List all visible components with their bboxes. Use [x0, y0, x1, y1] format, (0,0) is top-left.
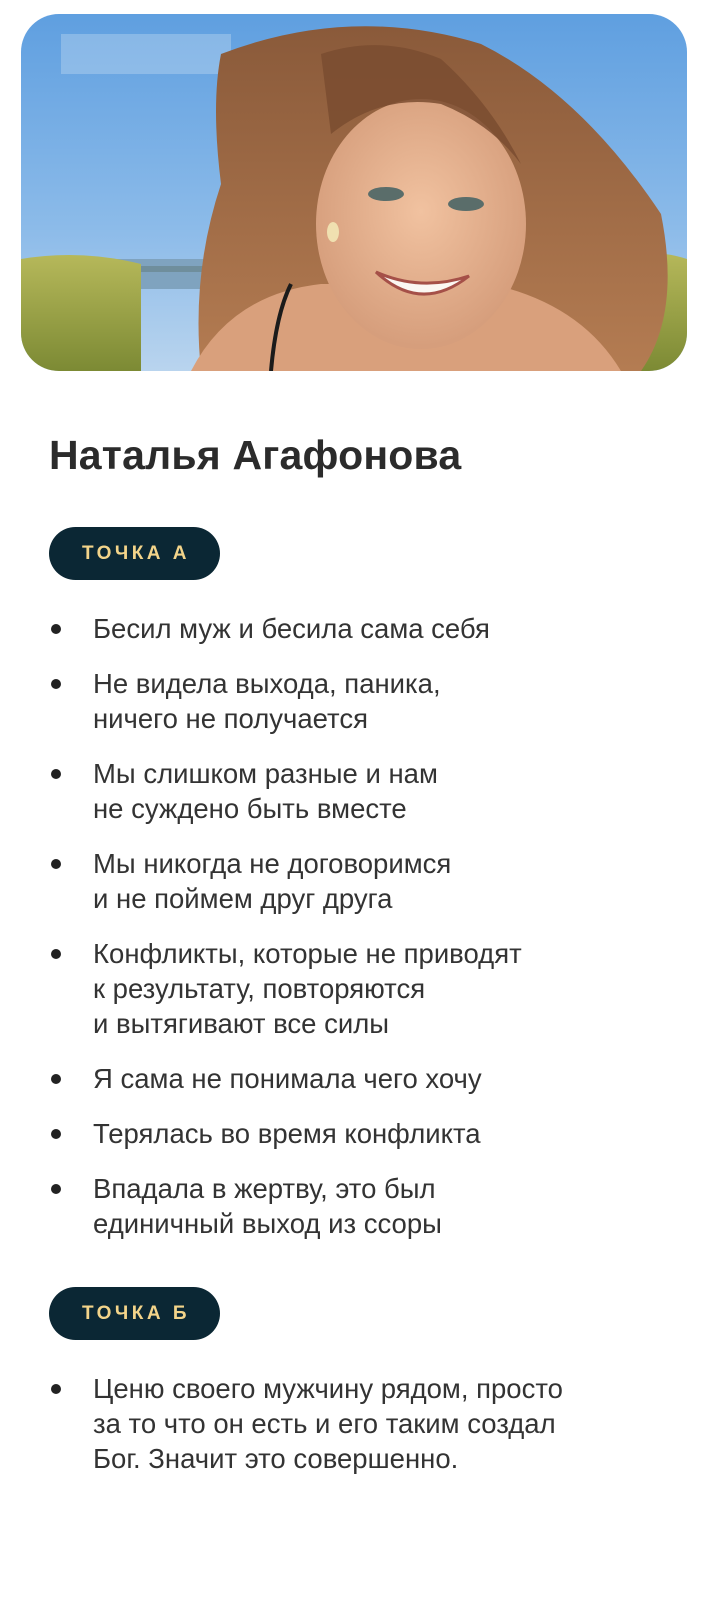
bullet-icon: [51, 679, 61, 689]
bullet-icon: [51, 949, 61, 959]
profile-photo: [21, 14, 687, 371]
bullet-icon: [51, 1384, 61, 1394]
bullet-icon: [51, 624, 61, 634]
bullet-icon: [51, 1129, 61, 1139]
person-name: Наталья Агафонова: [49, 432, 462, 478]
bullet-icon: [51, 859, 61, 869]
list-item: Ценю своего мужчину рядом, просто за то что он есть и его таким создал Бог. Значит это совершенно.: [49, 1371, 669, 1476]
bullet-icon: [51, 1184, 61, 1194]
point-a-badge: ТОЧКА А: [49, 527, 220, 580]
list-item: Терялась во время конфликта: [49, 1116, 669, 1151]
point-b-badge: ТОЧКА Б: [49, 1287, 220, 1340]
list-item: Не видела выхода, паника, ничего не получается: [49, 666, 669, 736]
point-b-list: [49, 1371, 669, 1496]
list-item: Я сама не понимала чего хочу: [49, 1061, 669, 1096]
list-item: Мы никогда не договоримся и не поймем друг друга: [49, 846, 669, 916]
list-item: Бесил муж и бесила сама себя: [49, 611, 669, 646]
list-item: Конфликты, которые не приводят к результату, повторяются и вытягивают все силы: [49, 936, 669, 1041]
bullet-icon: [51, 1074, 61, 1084]
bullet-icon: [51, 769, 61, 779]
point-a-list: [49, 611, 669, 1261]
list-item: Мы слишком разные и нам не суждено быть вместе: [49, 756, 669, 826]
list-item: Впадала в жертву, это был единичный выход из ссоры: [49, 1171, 669, 1241]
portrait-photo-icon: [21, 14, 687, 371]
